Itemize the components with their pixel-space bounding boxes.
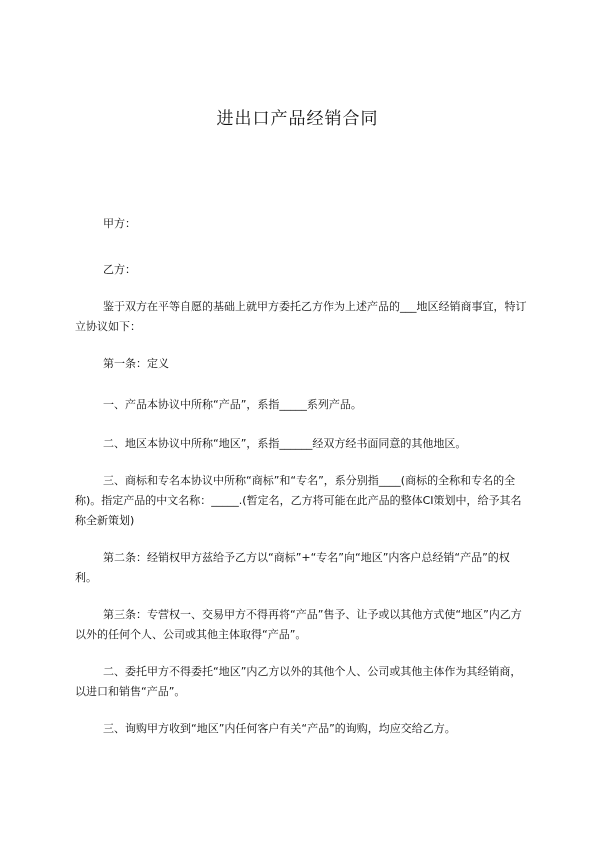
article-1-clause-1: 一、产品本协议中所称“产品”，系指_____系列产品。 [103,398,362,411]
document-body [75,214,530,739]
article-1-clause-2: 二、地区本协议中所称“地区”，系指______经双方经书面同意的其他地区。 [103,437,467,450]
article-2-paragraph: 第二条：经销权甲方兹给予乙方以“商标”+“专名”向“地区”内客户总经销“产品”的权利。 [75,551,510,584]
party-a-line: 甲方： [103,217,136,230]
article-1-heading: 第一条：定义 [103,357,169,370]
party-b-line: 乙方： [103,263,136,276]
article-3-clause-1: 第三条：专营权一、交易甲方不得再将“产品”售予、让予或以其他方式使“地区”内乙方以外的任何个人、公司或其他主体取得“产品”。 [75,608,522,641]
preamble-paragraph: 鉴于双方在平等自愿的基础上就甲方委托乙方作为上述产品的___地区经销商事宜，特订立协议如下： [75,300,527,333]
document-title: 进出口产品经销合同 [216,109,379,129]
article-3-clause-2: 二、委托甲方不得委托“地区”内乙方以外的其他个人、公司或其他主体作为其经销商，以进口和销售“产品”。 [75,665,522,698]
article-1-clause-3: 三、商标和专名本协议中所称“商标”和“专名”，系分别指____(商标的全称和专名的全称)。指定产品的中文名称：_____.(暂定名，乙方将可能在此产品的整体CI策划中，给予其名称全新策划) [75,474,522,527]
article-3-clause-3: 三、询购甲方收到“地区”内任何客户有关“产品”的询购，均应交给乙方。 [103,722,456,735]
